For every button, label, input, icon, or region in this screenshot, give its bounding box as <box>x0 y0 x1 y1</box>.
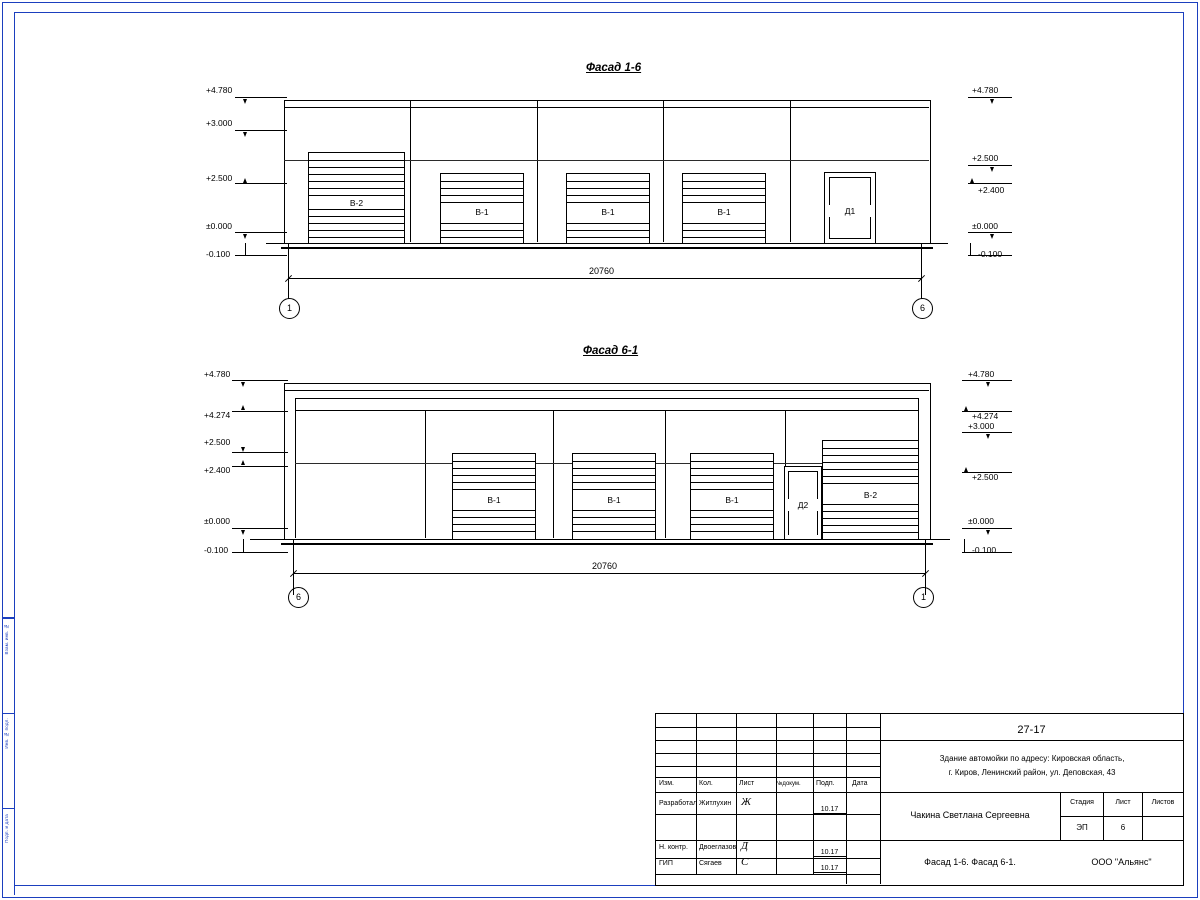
level-tick-l4 <box>245 243 246 256</box>
tb-header-0: Изм. <box>659 780 674 787</box>
level-arrow-l1 <box>243 132 247 137</box>
facade-1-6-opening-label-2: В-1 <box>567 206 649 218</box>
facade-6-1-opening-label-1: В-1 <box>573 494 655 506</box>
facade-1-6-opening-3 <box>682 173 766 244</box>
facade-6-1-parapet-line <box>284 390 929 391</box>
facade-6-1-opening-4 <box>822 440 919 540</box>
level-arrow-2l1 <box>241 405 245 410</box>
strip-text-1: Инв. № подл. <box>4 718 9 749</box>
tb-project-code: 27-17 <box>1017 724 1046 736</box>
facade-1-6-level-right-1: +2.500 <box>972 153 999 163</box>
tb-header-1: Кол. <box>699 780 713 787</box>
tb-role-0: Разработал <box>659 800 698 807</box>
facade-1-6-ext-right <box>921 243 922 299</box>
level-leader-r3 <box>968 232 1012 233</box>
level-leader-2l3 <box>232 466 288 467</box>
level-arrow-2r0 <box>986 382 990 387</box>
facade-6-1-level-left-4: ±0.000 <box>204 516 230 526</box>
tb-date-0: 10.17 <box>813 806 846 814</box>
facade-6-1-ext-left <box>293 539 294 595</box>
level-leader-r1 <box>968 165 1012 166</box>
tb-role-2: ГИП <box>659 860 673 867</box>
facade-6-1-level-right-2: +3.000 <box>968 421 995 431</box>
tb-stage-value-1: 6 <box>1120 823 1126 832</box>
tb-h9 <box>656 858 880 859</box>
tb-h6-header <box>656 792 880 793</box>
facade-1-6-opening-label-1: В-1 <box>441 206 523 218</box>
tb-date-1: 10.17 <box>813 849 846 857</box>
facade-1-6-opening-label-3: В-1 <box>683 206 765 218</box>
title-block <box>655 713 1184 886</box>
tb-company: ООО "Альянс" <box>1091 857 1152 867</box>
tb-header-4: Подп. <box>816 780 835 787</box>
facade-6-1-dimension: 20760 <box>592 561 618 571</box>
tb-date-2: 10.17 <box>813 865 846 873</box>
level-arrow-r2 <box>970 178 974 183</box>
facade-6-1-level-right-3: +2.500 <box>972 472 999 482</box>
level-arrow-r3 <box>990 234 994 239</box>
level-leader-2r2 <box>962 432 1012 433</box>
facade-1-6-opening-4 <box>824 172 876 244</box>
level-arrow-r1 <box>990 167 994 172</box>
facade-1-6-dimension: 20760 <box>589 266 615 276</box>
facade-6-1-cornice-a <box>295 398 918 399</box>
facade-6-1-joint-1 <box>425 410 426 538</box>
facade-6-1-level-right-5: -0.100 <box>972 545 997 555</box>
level-arrow-2l4 <box>241 530 245 535</box>
level-leader-2r0 <box>962 380 1012 381</box>
level-leader-r0 <box>968 97 1012 98</box>
tb-sign-2: С <box>741 856 749 868</box>
facade-1-6-level-right-0: +4.780 <box>972 85 999 95</box>
tb-r-h2 <box>880 792 1183 793</box>
tb-h8 <box>656 840 880 841</box>
facade-6-1-opening-2 <box>690 453 774 540</box>
tb-stage-header-2: Листов <box>1151 799 1175 806</box>
level-leader-2l0 <box>232 380 288 381</box>
facade-6-1-opening-label-3: Д2 <box>785 499 821 511</box>
tb-stage-header-0: Стадия <box>1070 799 1094 806</box>
facade-6-1-level-left-1: +4.274 <box>204 410 231 420</box>
tb-name-1: Двоеглазов <box>699 844 737 851</box>
level-leader-2l2 <box>232 452 288 453</box>
facade-6-1-axis-right: 1 <box>913 587 934 608</box>
level-leader-l0 <box>235 97 287 98</box>
facade-1-6-opening-1 <box>440 173 524 244</box>
facade-6-1-joint-3 <box>665 410 666 538</box>
facade-1-6-level-right-3: ±0.000 <box>972 221 998 231</box>
facade-6-1-apron <box>281 543 933 545</box>
facade-1-6-apron <box>281 247 933 249</box>
facade-1-6-opening-label-4: Д1 <box>825 205 875 217</box>
tb-customer: Чакина Светлана Сергеевна <box>910 810 1030 820</box>
facade-1-6-level-right-4: -0.100 <box>978 249 1003 259</box>
level-arrow-2r4 <box>986 530 990 535</box>
tb-h5 <box>656 777 880 778</box>
level-leader-l2 <box>235 183 287 184</box>
tb-h3 <box>656 753 880 754</box>
tb-stage-value-0: ЭП <box>1076 823 1088 832</box>
level-tick-2l5 <box>243 539 244 553</box>
facade-1-6-level-left-4: -0.100 <box>206 249 231 259</box>
level-leader-r2 <box>968 183 1012 184</box>
facade-1-6-level-left-2: +2.500 <box>206 173 233 183</box>
tb-header-2: Лист <box>739 780 755 787</box>
facade-6-1-opening-label-2: В-1 <box>691 494 773 506</box>
level-arrow-2r2 <box>986 434 990 439</box>
facade-6-1-level-left-5: -0.100 <box>204 545 229 555</box>
level-arrow-l3 <box>243 234 247 239</box>
level-leader-2l4 <box>232 528 288 529</box>
tb-name-2: Сягаев <box>699 860 722 867</box>
facade-6-1-opening-0 <box>452 453 536 540</box>
tb-r-h3 <box>880 840 1183 841</box>
level-leader-2l5 <box>232 552 288 553</box>
tb-v3 <box>776 714 777 874</box>
facade-1-6-level-left-3: ±0.000 <box>206 221 232 231</box>
facade-6-1-cornice-b <box>295 410 918 411</box>
facade-6-1-level-left-0: +4.780 <box>204 369 231 379</box>
level-arrow-l0 <box>243 99 247 104</box>
facade-6-1-title: Фасад 6-1 <box>583 345 639 357</box>
facade-1-6-level-right-2: +2.400 <box>978 185 1005 195</box>
level-arrow-r0 <box>990 99 994 104</box>
level-arrow-l2 <box>243 178 247 183</box>
facade-6-1-opening-3 <box>784 466 822 540</box>
level-arrow-2r3 <box>964 467 968 472</box>
facade-6-1-level-right-4: ±0.000 <box>968 516 994 526</box>
level-leader-l4 <box>235 255 287 256</box>
facade-6-1-opening-label-0: В-1 <box>453 494 535 506</box>
level-arrow-2r1 <box>964 406 968 411</box>
strip-text-2: Подп. и дата <box>4 814 9 843</box>
tb-h7 <box>656 814 880 815</box>
level-tick-2r5 <box>964 539 965 553</box>
tb-drawing-name: Фасад 1-6. Фасад 6-1. <box>924 857 1016 867</box>
facade-6-1-dim-line <box>293 573 926 574</box>
facade-6-1-level-left-3: +2.400 <box>204 465 231 475</box>
facade-6-1-level-right-0: +4.780 <box>968 369 995 379</box>
tb-sign-0: Ж <box>741 796 752 808</box>
facade-1-6-joint-3 <box>663 100 664 242</box>
tb-header-3: №докум. <box>776 781 801 787</box>
facade-1-6-dim-line <box>288 278 922 279</box>
tb-h4 <box>656 766 880 767</box>
facade-1-6-opening-0 <box>308 152 405 244</box>
facade-6-1-level-right-1: +4.274 <box>972 411 999 421</box>
facade-1-6-axis-left: 1 <box>279 298 300 319</box>
facade-1-6-level-left-1: +3.000 <box>206 118 233 128</box>
facade-6-1-inner-left <box>295 398 296 538</box>
facade-1-6-joint-4 <box>790 100 791 242</box>
tb-stage-header-1: Лист <box>1115 799 1131 806</box>
facade-6-1-opening-label-4: В-2 <box>823 489 918 501</box>
level-leader-2r4 <box>962 528 1012 529</box>
tb-h1 <box>656 727 880 728</box>
strip-text-0: Взам. инв. № <box>4 624 9 655</box>
level-arrow-2l3 <box>241 460 245 465</box>
level-leader-l1 <box>235 130 287 131</box>
tb-h2 <box>656 740 880 741</box>
facade-1-6-level-left-0: +4.780 <box>206 85 233 95</box>
tb-v1 <box>696 714 697 874</box>
facade-6-1-joint-2 <box>553 410 554 538</box>
level-tick-r4 <box>970 243 971 256</box>
tb-object-line1: Здание автомойки по адресу: Кировская область, <box>939 754 1125 763</box>
facade-1-6-ext-left <box>288 243 289 299</box>
facade-1-6-title: Фасад 1-6 <box>586 62 642 74</box>
tb-r-h4 <box>1060 816 1183 817</box>
facade-6-1-level-left-2: +2.500 <box>204 437 231 447</box>
level-arrow-2l0 <box>241 382 245 387</box>
level-leader-2l1 <box>232 411 288 412</box>
tb-r-h1 <box>880 740 1183 741</box>
sheet-left-strip <box>2 617 14 895</box>
tb-object-line2: г. Киров, Ленинский район, ул. Деповская, 43 <box>948 768 1116 777</box>
facade-1-6-joint-1 <box>410 100 411 242</box>
facade-1-6-joint-2 <box>537 100 538 242</box>
facade-1-6-opening-2 <box>566 173 650 244</box>
facade-6-1-axis-left: 6 <box>288 587 309 608</box>
level-leader-l3 <box>235 232 287 233</box>
tb-sign-1: Д <box>741 840 748 852</box>
tb-h10 <box>656 874 880 875</box>
facade-6-1-opening-1 <box>572 453 656 540</box>
facade-1-6-axis-right: 6 <box>912 298 933 319</box>
tb-role-1: Н. контр. <box>659 844 688 851</box>
tb-header-5: Дата <box>852 780 868 787</box>
facade-1-6-parapet-line <box>284 107 929 108</box>
facade-1-6-opening-label-0: В-2 <box>309 197 404 209</box>
level-arrow-2l2 <box>241 447 245 452</box>
tb-name-0: Житлухин <box>699 800 732 807</box>
